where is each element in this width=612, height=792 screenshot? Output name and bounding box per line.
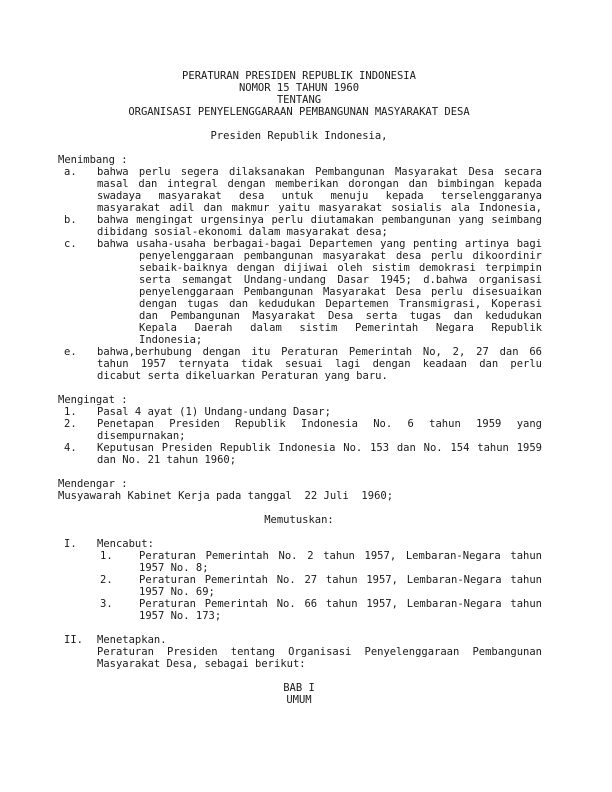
- text-line: Musyawarah Kabinet Kerja pada tanggal 22 Juli 1960;: [58, 490, 394, 502]
- text-line: 1. Pasal 4 ayat (1) Undang-undang Dasar;: [64, 406, 331, 418]
- text-line: dibidang sosial-ekonomi dalam masyarakat desa;: [97, 226, 388, 238]
- text-line: sebaik-baiknya dengan dijiwai oleh sistim demokrasi terpimpin: [139, 262, 542, 274]
- document-body: [58, 154, 540, 706]
- text-line: Mengingat :: [58, 394, 128, 406]
- text-line: Peraturan Presiden tentang Organisasi Penyelenggaraan Pembangunan: [97, 646, 542, 658]
- text-line: dan No. 21 tahun 1960;: [97, 454, 237, 466]
- text-line: serta semangat Undang-undang Dasar 1945; d.bahwa organisasi: [139, 274, 542, 286]
- text-line: 3. Peraturan Pemerintah No. 66 tahun 1957, Lembaran-Negara tahun: [100, 598, 542, 610]
- text-line: 4. Keputusan Presiden Republik Indonesia No. 153 dan No. 154 tahun 1959: [64, 442, 542, 454]
- text-line: tahun 1957 ternyata tidak sesuai lagi dengan keadaan dan perlu: [97, 358, 542, 370]
- text-line: e. bahwa,berhubung dengan itu Peraturan Pemerintah No, 2, 27 dan 66: [64, 346, 542, 358]
- blank-line: [58, 526, 540, 538]
- blank-line: [58, 670, 540, 682]
- text-line: Memutuskan:: [264, 514, 334, 526]
- text-line: Kepala Daerah dalam sistim Pemerintah Negara Republik: [139, 322, 542, 334]
- doc-preamble-actor: Presiden Republik Indonesia,: [210, 130, 388, 142]
- text-line: c. bahwa usaha-usaha berbagai-bagai Departemen yang penting artinya bagi: [64, 238, 542, 250]
- text-line: swadaya masyarakat desa untuk menuju kepada terselenggaranya: [97, 190, 542, 202]
- text-line: disempurnakan;: [97, 430, 186, 442]
- text-line: 1. Peraturan Pemerintah No. 2 tahun 1957, Lembaran-Negara tahun: [100, 550, 542, 562]
- doc-title-line-4: ORGANISASI PENYELENGGARAAN PEMBANGUNAN MASYARAKAT DESA: [128, 106, 470, 118]
- text-line: II. Menetapkan.: [64, 634, 167, 646]
- blank-line: [58, 382, 540, 394]
- list-marker: II.: [64, 634, 83, 646]
- text-line: 1957 No. 8;: [139, 562, 209, 574]
- text-line: Menimbang :: [58, 154, 128, 166]
- list-marker: 3.: [100, 598, 113, 610]
- doc-title-line-3: TENTANG: [276, 94, 322, 106]
- text-line: 1957 No. 69;: [139, 586, 215, 598]
- blank-line: [58, 466, 540, 478]
- text-line: Mendengar :: [58, 478, 128, 490]
- list-marker: 4.: [64, 442, 77, 454]
- list-marker: 2.: [100, 574, 113, 586]
- text-line: BAB I: [283, 682, 315, 694]
- text-line: masyarakat adil dan makmur yaitu masyarakat sosialis ala Indonesia,: [97, 202, 542, 214]
- text-line: 1957 No. 173;: [139, 610, 222, 622]
- blank-line: [58, 118, 540, 130]
- list-marker: 2.: [64, 418, 77, 430]
- doc-title-line-2: NOMOR 15 TAHUN 1960: [238, 82, 360, 94]
- list-marker: I.: [64, 538, 77, 550]
- document-content: [58, 70, 540, 706]
- text-line: dengan tugas dan kedudukan Departemen Transmigrasi, Koperasi: [139, 298, 542, 310]
- text-line: Masyarakat Desa, sebagai berikut:: [97, 658, 306, 670]
- list-marker: 1.: [100, 550, 113, 562]
- text-line: a. bahwa perlu segera dilaksanakan Pembangunan Masyarakat Desa secara: [64, 166, 542, 178]
- list-marker: 1.: [64, 406, 77, 418]
- text-line: masal dan integral dengan memberikan dorongan dan bimbingan kepada: [97, 178, 542, 190]
- list-marker: a.: [64, 166, 77, 178]
- doc-title-line-1: PERATURAN PRESIDEN REPUBLIK INDONESIA: [182, 70, 416, 82]
- text-line: penyelenggaraan pembangunan masyarakat desa perlu dikoordinir: [139, 250, 542, 262]
- text-line: I. Mencabut:: [64, 538, 154, 550]
- text-line: dicabut serta dikeluarkan Peraturan yang baru.: [97, 370, 388, 382]
- text-line: dan Pembangunan Masyarakat Desa serta tugas dan kedudukan: [139, 310, 542, 322]
- text-line: b. bahwa mengingat urgensinya perlu diutamakan pembangunan yang seimbang: [64, 214, 542, 226]
- blank-line: [58, 622, 540, 634]
- text-line: 2. Penetapan Presiden Republik Indonesia No. 6 tahun 1959 yang: [64, 418, 542, 430]
- list-marker: c.: [64, 238, 77, 250]
- blank-line: [58, 502, 540, 514]
- blank-line: [58, 142, 540, 154]
- text-line: 2. Peraturan Pemerintah No. 27 tahun 1957, Lembaran-Negara tahun: [100, 574, 542, 586]
- text-line: UMUM: [286, 694, 312, 706]
- list-marker: e.: [64, 346, 77, 358]
- list-marker: b.: [64, 214, 77, 226]
- text-line: penyelenggaraan Pembangunan Masyarakat Desa perlu disesuaikan: [139, 286, 542, 298]
- text-line: Indonesia;: [139, 334, 203, 346]
